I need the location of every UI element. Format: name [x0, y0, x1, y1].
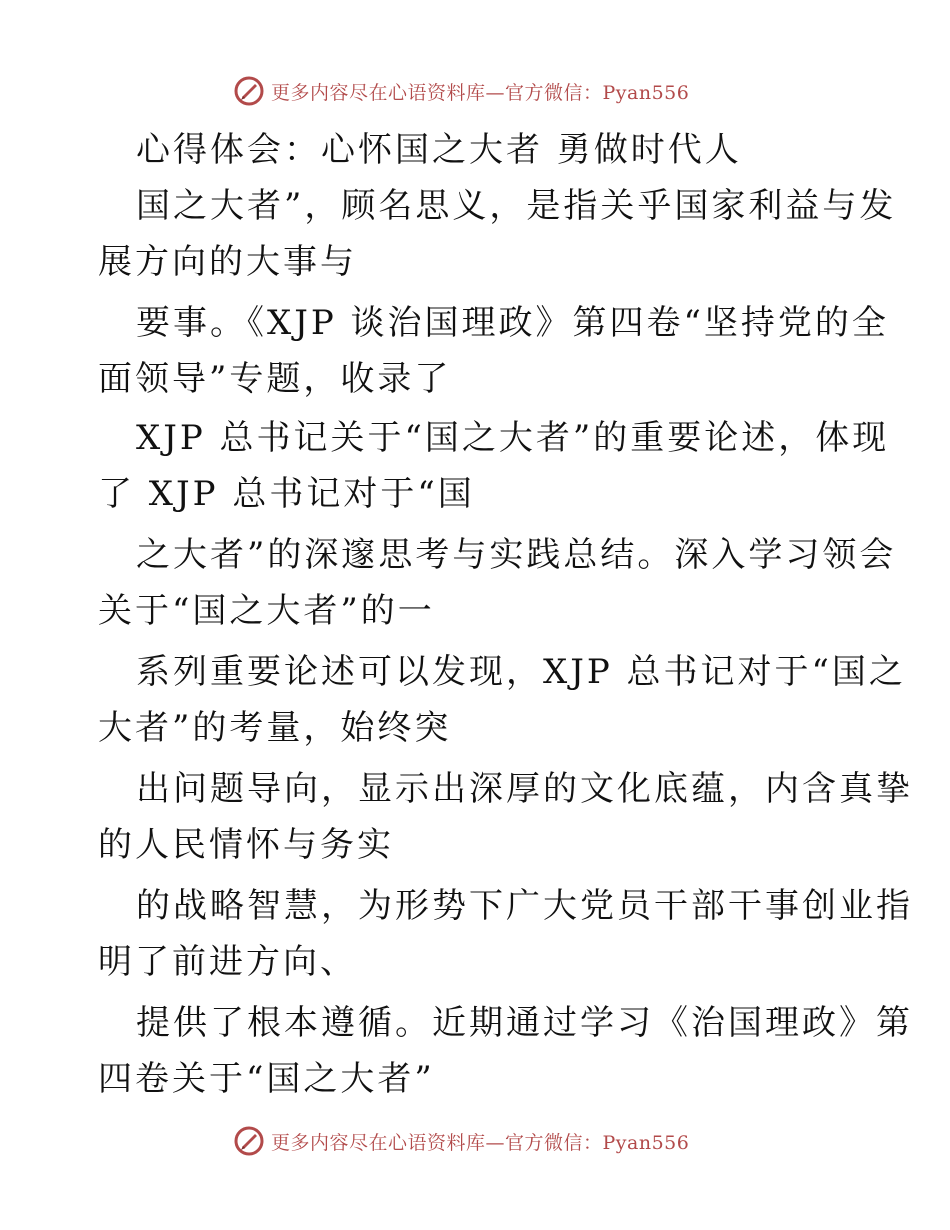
header-banner: [233, 74, 689, 108]
paragraph-line: 系列重要论述可以发现，XJP 总书记对于“国之: [136, 652, 906, 692]
paragraph-line: XJP 总书记关于“国之大者”的重要论述，体现: [136, 418, 890, 458]
quill-seal-icon: [233, 1125, 265, 1157]
paragraph-line: 展方向的大事与: [98, 242, 357, 282]
paragraph-line: 的战略智慧，为形势下广大党员干部干事创业指: [136, 886, 913, 926]
paragraph-line: 关于“国之大者”的一: [98, 591, 435, 631]
quill-seal-icon: [233, 75, 265, 107]
paragraph-line: 出问题导向，显示出深厚的文化底蕴，内含真挚: [136, 769, 913, 809]
footer-banner: [233, 1124, 689, 1158]
paragraph-line: 之大者”的深邃思考与实践总结。深入学习领会: [136, 535, 897, 575]
paragraph-line: 了 XJP 总书记对于“国: [98, 474, 475, 514]
paragraph-line: 大者”的考量，始终突: [98, 708, 452, 748]
paragraph-line: 面领导”专题，收录了: [98, 359, 452, 399]
paragraph-line: 要事。《XJP 谈治国理政》第四卷“坚持党的全: [136, 303, 889, 343]
doc-title-line: 心得体会：心怀国之大者 勇做时代人: [136, 130, 742, 170]
paragraph-line: 的人民情怀与务实: [98, 825, 394, 865]
paragraph-line: 明了前进方向、: [98, 942, 357, 982]
header-banner-text: 更多内容尽在心语资料库—官方微信：Pyan556: [271, 81, 690, 104]
paragraph-line: 四卷关于“国之大者”: [98, 1059, 435, 1099]
footer-banner-text: 更多内容尽在心语资料库—官方微信：Pyan556: [271, 1131, 690, 1154]
paragraph-line: 提供了根本遵循。近期通过学习《治国理政》第: [136, 1003, 913, 1043]
paragraph-line: 国之大者”，顾名思义，是指关乎国家利益与发: [136, 186, 897, 226]
